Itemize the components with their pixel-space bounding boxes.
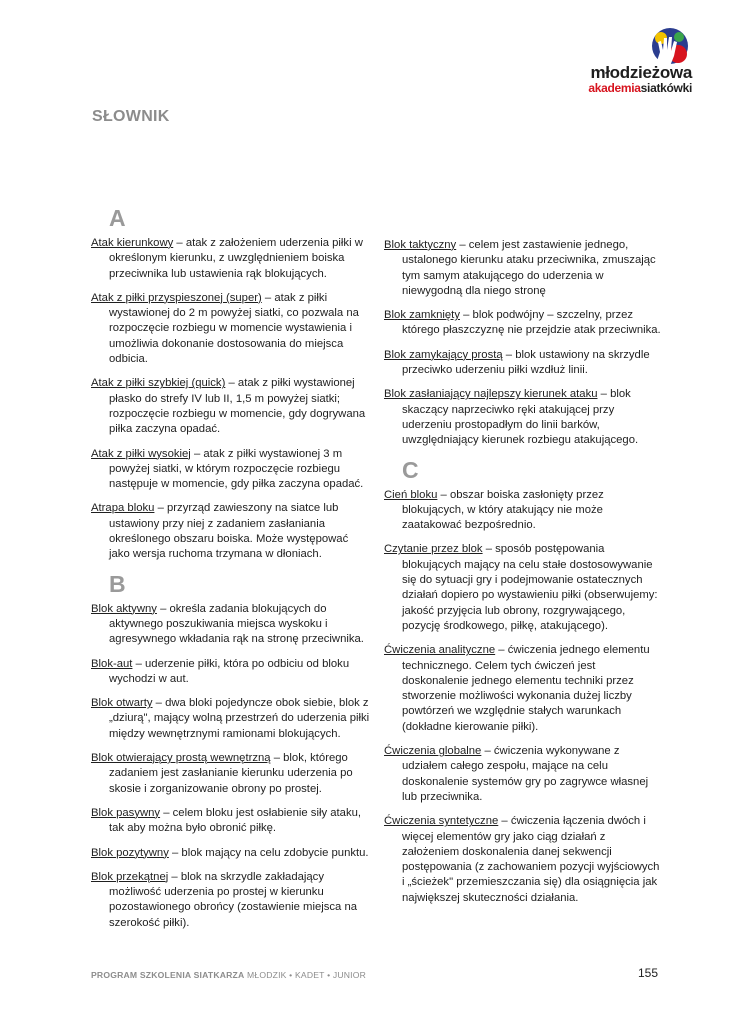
entry-definition: określa zadania blokujących do aktywnego poszukiwania miejsca wyskoku i agresywnego wkładania rąk na stronę przeciwnika. [109,602,364,646]
entry-term: Atak z piłki wysokiej [91,447,191,460]
entry-definition: atak z założeniem uderzenia piłki w określonym kierunku, z uwzględnieniem boiska przeciwnika lub ustawienia rąk blokujących. [109,237,363,280]
academy-logo [536,24,696,100]
glossary-entry: Czytanie przez blok – sposób postępowania blokujących mający na celu stałe dostosowywanie się do sytuacji gry i podejmowanie ostatecznych działań dopiero po wystawieniu piłki (obserwujemy: jakość przyjęcia lub obrony, rozgrywającego, pozycję środkowego, piłkę, atakującego). [384,543,658,632]
entry-definition: blok na skrzydle zakładający możliwość uderzenia po prostej w kierunku pozostawionego obrońcy (zostawienie miejsca na szerokość piłki). [109,870,358,929]
entry-definition: blok mający na celu zdobycie punktu. [181,846,369,859]
glossary-entry: Blok-aut – uderzenie piłki, która po odbiciu od bloku wychodzi w aut. [91,657,350,685]
footer-program: PROGRAM SZKOLENIA SIATKARZA [91,970,245,980]
entry-definition: atak z piłki wystawionej 3 m powyżej siatki, w którym rozpoczęcie rozbiegu następuje w momencie, gdy piłka zaczyna opadać. [109,447,364,491]
logo-text-akademia: akademia [588,81,641,95]
entry-definition: blok, którego zadaniem jest zasłanianie kierunku uderzenia po skosie i zorganizowanie obrony po prostej. [109,752,353,795]
entry-term: Czytanie przez blok [384,543,483,556]
logo-text-line2 [588,82,692,95]
entry-term: Atak z piłki przyspieszonej (super) [91,291,262,304]
entry-term: Ćwiczenia globalne [384,745,482,758]
entry-definition: dwa bloki pojedyncze obok siebie, blok z „dziurą", mający wolną przestrzeń do uderzenia piłki między wewnętrznymi ramionami blokujących. [109,697,370,740]
entry-definition: blok ustawiony na skrzydle przeciwko uderzeniu piłki wzdłuż linii. [402,348,650,377]
glossary-entry: Blok zamknięty – blok podwójny – szczelny, przez którego płaszczyznę nie przejdzie atak przeciwnika. [384,309,661,337]
entry-term: Blok otwierający prostą wewnętrzną [91,752,271,765]
entry-term: Atak kierunkowy [91,237,174,249]
entry-definition: ćwiczenia wykonywane z udziałem całego zespołu, mające na celu doskonalenie systemów gry po zagrywce własnej lub przeciwnika. [402,745,649,803]
glossary-entry: Atak z piłki szybkiej (quick) – atak z piłki wystawionej płasko do strefy IV lub II, 1,5 m powyżej siatki; rozpoczęcie rozbiegu w momencie, gdy dogrywana piłka zaczyna opadać. [91,377,366,436]
entry-term: Blok pozytywny [91,846,169,859]
glossary-entry: Blok taktyczny – celem jest zastawienie jednego, ustalonego kierunku ataku przeciwnika, zmuszając tym samym atakującego do uderzenia w niewygodną dla niego stronę [384,239,656,297]
glossary-entry: Ćwiczenia analityczne – ćwiczenia jednego elementu technicznego. Celem tych ćwiczeń jest doskonalenie jednego elementu techniki przez stworzenie możliwości wykonania dużej liczby powtórzeń we względnie stałych warunkach (dokładne kierowanie piłki). [384,644,650,733]
entry-term: Blok-aut [91,657,133,670]
entry-definition: obszar boiska zasłonięty przez blokujących, w który atakujący nie może zaatakować bezpośrednio. [402,488,604,532]
glossary-entry: Blok przekątnej – blok na skrzydle zakładający możliwość uderzenia po prostej w kierunku pozostawionego obrońcy (zostawienie miejsca na szerokość piłki). [91,870,358,929]
entry-term: Blok zamknięty [384,309,460,322]
glossary-entry: Atrapa bloku – przyrząd zawieszony na siatce lub ustawiony przy niej z zadaniem zasłaniania określonego obszaru boiska. Może występować jako wersja ruchoma trzymana w dłoniach. [91,502,349,561]
entry-definition: uderzenie piłki, która po odbiciu od bloku wychodzi w aut. [109,657,350,685]
footer-levels: MŁODZIK • KADET • JUNIOR [247,970,367,980]
entry-definition: przyrząd zawieszony na siatce lub ustawiony przy niej z zadaniem zasłaniania określonego obszaru boiska. Może występować jako wersja ruchoma trzymana w dłoniach. [109,502,349,561]
glossary-entry: Blok pasywny – celem bloku jest osłabienie siły ataku, tak aby można było obronić piłkę. [91,806,362,835]
entry-term: Cień bloku [384,488,438,501]
entry-definition: atak z piłki wystawionej do 2 m powyżej siatki, co pozwala na rozpoczęcie rozbiegu w momencie wystawienia i umożliwia dokonanie dostosowania do miejsca odbicia. [109,291,359,366]
entry-term: Blok taktyczny [384,239,457,251]
glossary-entry: Blok otwierający prostą wewnętrzną – blok, którego zadaniem jest zasłanianie kierunku uderzenia po skosie i zorganizowanie obrony po prostej. [91,752,353,795]
page-footer [91,970,366,980]
glossary-entry: Blok otwarty – dwa bloki pojedyncze obok siebie, blok z „dziurą", mający wolną przestrzeń do uderzenia piłki między wewnętrznymi ramionami blokujących. [91,697,370,740]
entry-definition: celem jest zastawienie jednego, ustalonego kierunku ataku przeciwnika, zmuszając tym samym atakującego do uderzenia w niewygodną dla niego stronę [402,239,656,297]
entry-term: Blok zasłaniający najlepszy kierunek ataku [384,388,598,401]
page-title: SŁOWNIK [92,108,170,125]
entry-definition: blok skaczący naprzeciwko ręki atakującej przy uderzeniu prostopadłym do linii barków, uwzględniający kierunek rozbiegu atakującego. [402,388,639,447]
entry-term: Ćwiczenia syntetyczne [384,815,499,828]
glossary-entry: Atak z piłki przyspieszonej (super) – atak z piłki wystawionej do 2 m powyżej siatki, co pozwala na rozpoczęcie rozbiegu w momencie wystawienia i umożliwia dokonanie dostosowania do miejsca odbicia. [91,291,359,366]
entry-definition: atak z piłki wystawionej płasko do strefy IV lub II, 1,5 m powyżej siatki; rozpoczęcie rozbiegu w momencie, gdy dogrywana piłka zaczyna opadać. [109,377,366,436]
glossary-entry: Blok aktywny – określa zadania blokujących do aktywnego poszukiwania miejsca wyskoku i agresywnego wkładania rąk na stronę przeciwnika. [91,602,364,646]
logo-text-line1: młodzieżowa [590,63,692,82]
entry-term: Ćwiczenia analityczne [384,644,496,657]
entry-term: Blok pasywny [91,806,161,819]
right-column [384,238,664,915]
page-number: 155 [637,966,658,980]
entry-term: Atak z piłki szybkiej (quick) [91,377,226,390]
section-letter-b: B [109,570,126,597]
entry-term: Blok otwarty [91,697,153,710]
glossary-entry: Blok zasłaniający najlepszy kierunek ataku – blok skaczący naprzeciwko ręki atakującej przy uderzeniu prostopadłym do linii barków, uwzględniający kierunek rozbiegu atakującego. [384,388,639,447]
entry-definition: blok podwójny – szczelny, przez którego płaszczyznę nie przejdzie atak przeciwnika. [402,309,661,337]
entry-definition: celem bloku jest osłabienie siły ataku, tak aby można było obronić piłkę. [109,806,362,835]
section-letter-a: A [109,205,126,231]
glossary-entry: Blok zamykający prostą – blok ustawiony na skrzydle przeciwko uderzeniu piłki wzdłuż linii. [384,348,650,377]
entry-definition: sposób postępowania blokujących mający na celu stałe dostosowywanie się do sytuacji gry i podejmowanie ostatecznych działań dopiero po wystawieniu piłki (obserwujemy: jakość przyjęcia lub obrony, rozgrywającego, pozycję środkowego, piłkę, atakującego). [402,543,658,632]
entry-definition: ćwiczenia jednego elementu technicznego. Celem tych ćwiczeń jest doskonalenie jednego elementu techniki przez stworzenie możliwości wykonania dużej liczby powtórzeń we względnie stałych warunkach (dokładne kierowanie piłki). [402,644,650,733]
entry-term: Blok przekątnej [91,870,169,883]
glossary-entry: Ćwiczenia syntetyczne – ćwiczenia łączenia dwóch i więcej elementów gry jako ciąg działań z założeniem doskonalenia danej sekwencji postępowania (z zachowaniem pozycji wyjściowych i „ścieżek" przemieszczania się) dla osiągnięcia jak największej skuteczności działania. [384,815,660,904]
entry-term: Blok aktywny [91,602,157,615]
logo-text-siatkowki: siatkówki [640,81,692,95]
entry-definition: ćwiczenia łączenia dwóch i więcej elementów gry jako ciąg działań z założeniem doskonalenia danej sekwencji postępowania (z zachowaniem pozycji wyjściowych i „ścieżek" przemieszczania się) dla osiągnięcia jak największej skuteczności działania. [402,815,660,904]
section-letter-c: C [402,456,419,483]
entry-term: Blok zamykający prostą [384,348,503,361]
entry-term: Atrapa bloku [91,502,155,515]
left-column [91,206,371,940]
glossary-entry: Atak kierunkowy – atak z założeniem uderzenia piłki w określonym kierunku, z uwzględnieniem boiska przeciwnika lub ustawienia rąk blokujących. [91,237,363,280]
glossary-entry: Atak z piłki wysokiej – atak z piłki wystawionej 3 m powyżej siatki, w którym rozpoczęcie rozbiegu następuje w momencie, gdy piłka zaczyna opadać. [91,447,364,491]
glossary-entry: Blok pozytywny – blok mający na celu zdobycie punktu. [91,846,369,859]
glossary-entry: Ćwiczenia globalne – ćwiczenia wykonywane z udziałem całego zespołu, mające na celu doskonalenie systemów gry po zagrywce własnej lub przeciwnika. [384,745,649,803]
glossary-entry: Cień bloku – obszar boiska zasłonięty przez blokujących, w który atakujący nie może zaatakować bezpośrednio. [384,488,604,532]
